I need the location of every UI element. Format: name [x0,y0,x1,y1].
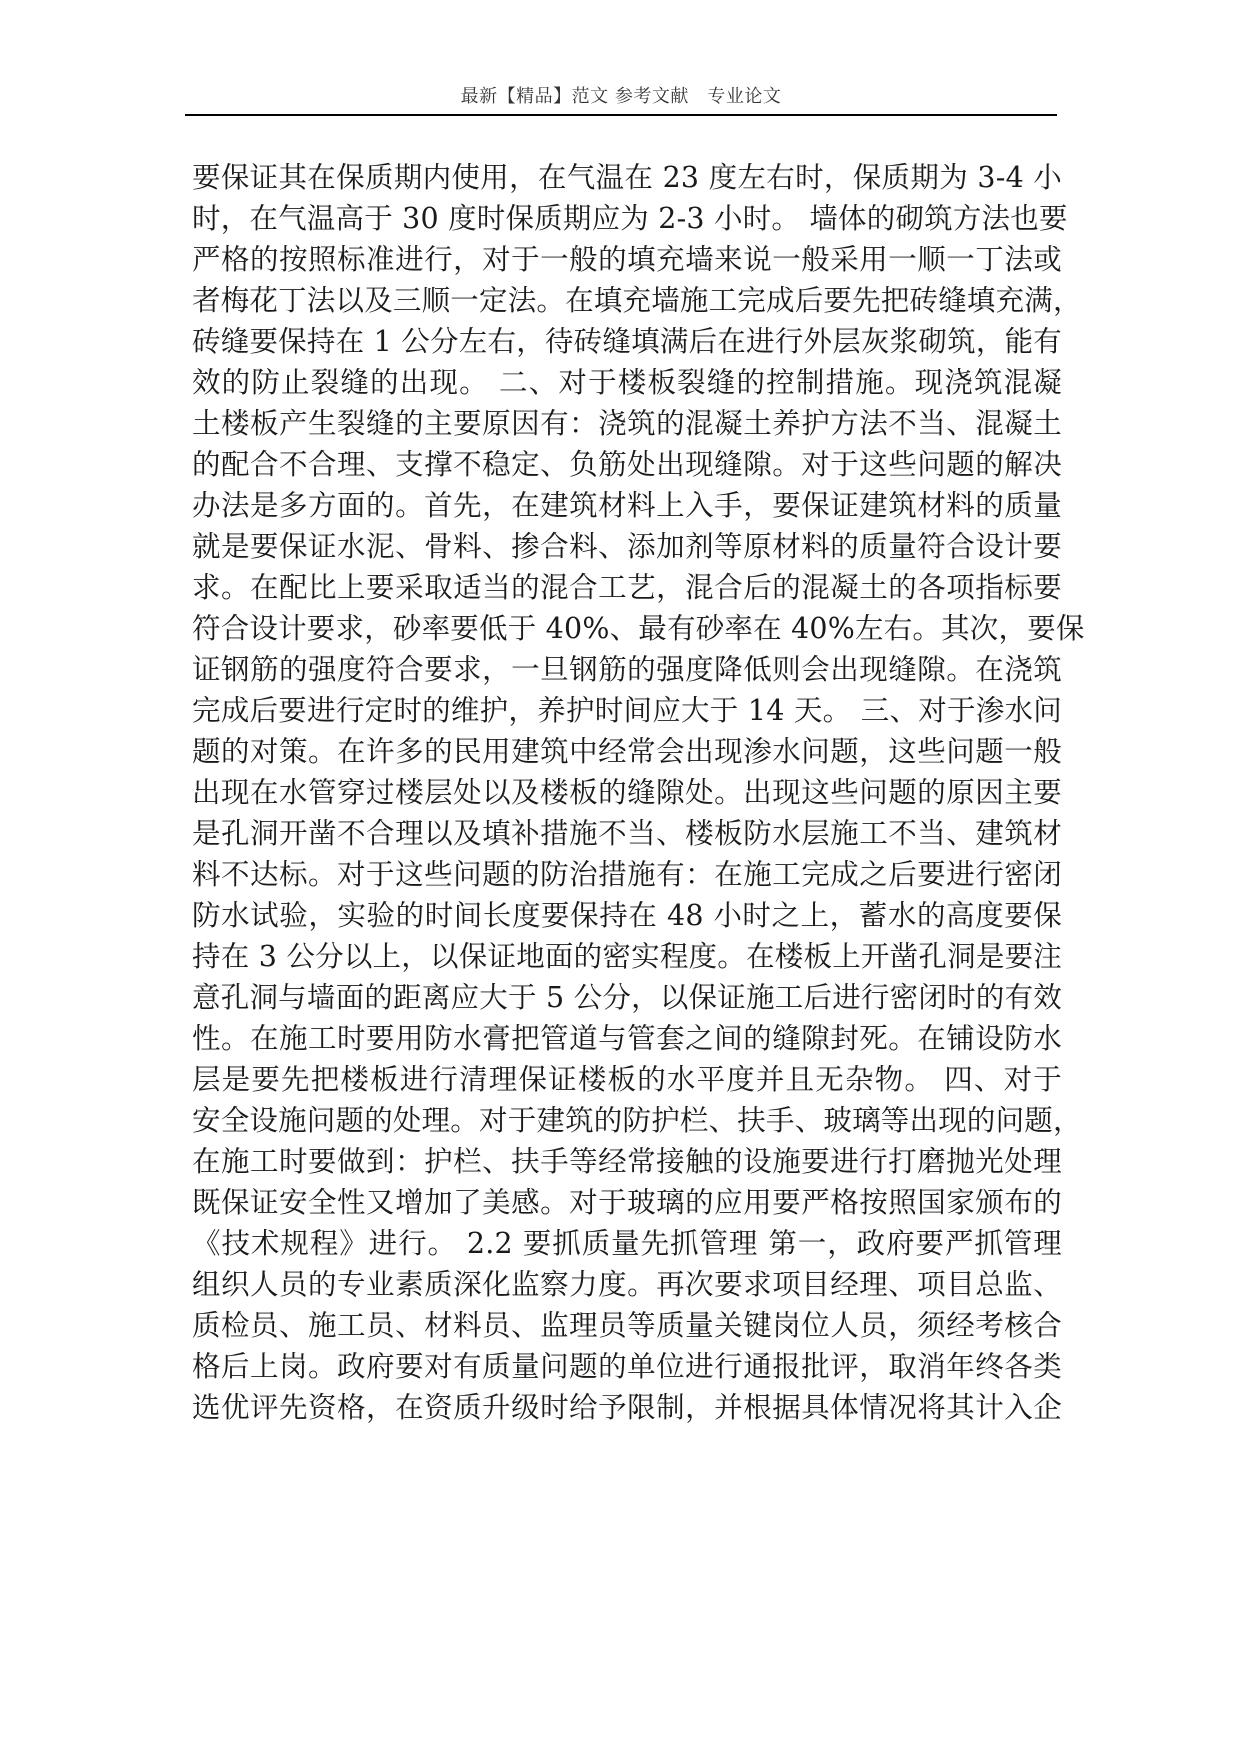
text-line: 效的防止裂缝的出现。 二、对于楼板裂缝的控制措施。现浇筑混凝 [192,366,1062,399]
text-line: 质检员、施工员、材料员、监理员等质量关键岗位人员，须经考核合 [192,1309,1062,1342]
text-line: 砖缝要保持在 1 公分左右，待砖缝填满后在进行外层灰浆砌筑，能有 [192,325,1062,358]
text-line: 层是要先把楼板进行清理保证楼板的水平度并且无杂物。 四、对于 [192,1063,1062,1096]
text-line: 者梅花丁法以及三顺一定法。在填充墙施工完成后要先把砖缝填充满， [192,284,1082,317]
header-rule [185,114,1057,116]
text-line: 的配合不合理、支撑不稳定、负筋处出现缝隙。对于这些问题的解决 [192,448,1062,481]
text-line: 防水试验，实验的时间长度要保持在 48 小时之上，蓄水的高度要保 [192,899,1062,932]
text-line: 出现在水管穿过楼层处以及楼板的缝隙处。出现这些问题的原因主要 [192,776,1062,809]
header-text: 最新【精品】范文 参考文献 专业论文 [460,86,782,107]
text-line: 《技术规程》进行。 2.2 要抓质量先抓管理 第一，政府要严抓管理 [192,1227,1062,1260]
text-line: 意孔洞与墙面的距离应大于 5 公分，以保证施工后进行密闭时的有效 [192,981,1062,1014]
text-line: 选优评先资格，在资质升级时给予限制，并根据具体情况将其计入企 [192,1391,1062,1424]
text-line: 时，在气温高于 30 度时保质期应为 2-3 小时。 墙体的砌筑方法也要 [192,202,1068,235]
body-text [192,157,1085,1428]
text-line: 就是要保证水泥、骨料、掺合料、添加剂等原材料的质量符合设计要 [192,530,1062,563]
text-line: 题的对策。在许多的民用建筑中经常会出现渗水问题，这些问题一般 [192,735,1062,768]
text-line: 符合设计要求，砂率要低于 40%、最有砂率在 40%左右。其次，要保 [192,612,1085,645]
text-line: 完成后要进行定时的维护，养护时间应大于 14 天。 三、对于渗水问 [192,694,1062,727]
text-line: 既保证安全性又增加了美感。对于玻璃的应用要严格按照国家颁布的 [192,1186,1062,1219]
text-line: 是孔洞开凿不合理以及填补措施不当、楼板防水层施工不当、建筑材 [192,817,1062,850]
text-line: 安全设施问题的处理。对于建筑的防护栏、扶手、玻璃等出现的问题， [192,1104,1082,1137]
text-line: 性。在施工时要用防水膏把管道与管套之间的缝隙封死。在铺设防水 [192,1022,1062,1055]
text-line: 证钢筋的强度符合要求，一旦钢筋的强度降低则会出现缝隙。在浇筑 [192,653,1062,686]
text-line: 办法是多方面的。首先，在建筑材料上入手，要保证建筑材料的质量 [192,489,1062,522]
text-line: 要保证其在保质期内使用，在气温在 23 度左右时，保质期为 3-4 小 [192,161,1062,194]
text-line: 持在 3 公分以上，以保证地面的密实程度。在楼板上开凿孔洞是要注 [192,940,1062,973]
text-line: 求。在配比上要采取适当的混合工艺，混合后的混凝土的各项指标要 [192,571,1062,604]
text-line: 在施工时要做到：护栏、扶手等经常接触的设施要进行打磨抛光处理 [192,1145,1062,1178]
text-line: 格后上岗。政府要对有质量问题的单位进行通报批评，取消年终各类 [192,1350,1062,1383]
page-header [185,0,1057,118]
text-line: 组织人员的专业素质深化监察力度。再次要求项目经理、项目总监、 [192,1268,1062,1301]
text-line: 严格的按照标准进行，对于一般的填充墙来说一般采用一顺一丁法或 [192,243,1062,276]
text-line: 土楼板产生裂缝的主要原因有：浇筑的混凝土养护方法不当、混凝土 [192,407,1062,440]
text-line: 料不达标。对于这些问题的防治措施有：在施工完成之后要进行密闭 [192,858,1062,891]
